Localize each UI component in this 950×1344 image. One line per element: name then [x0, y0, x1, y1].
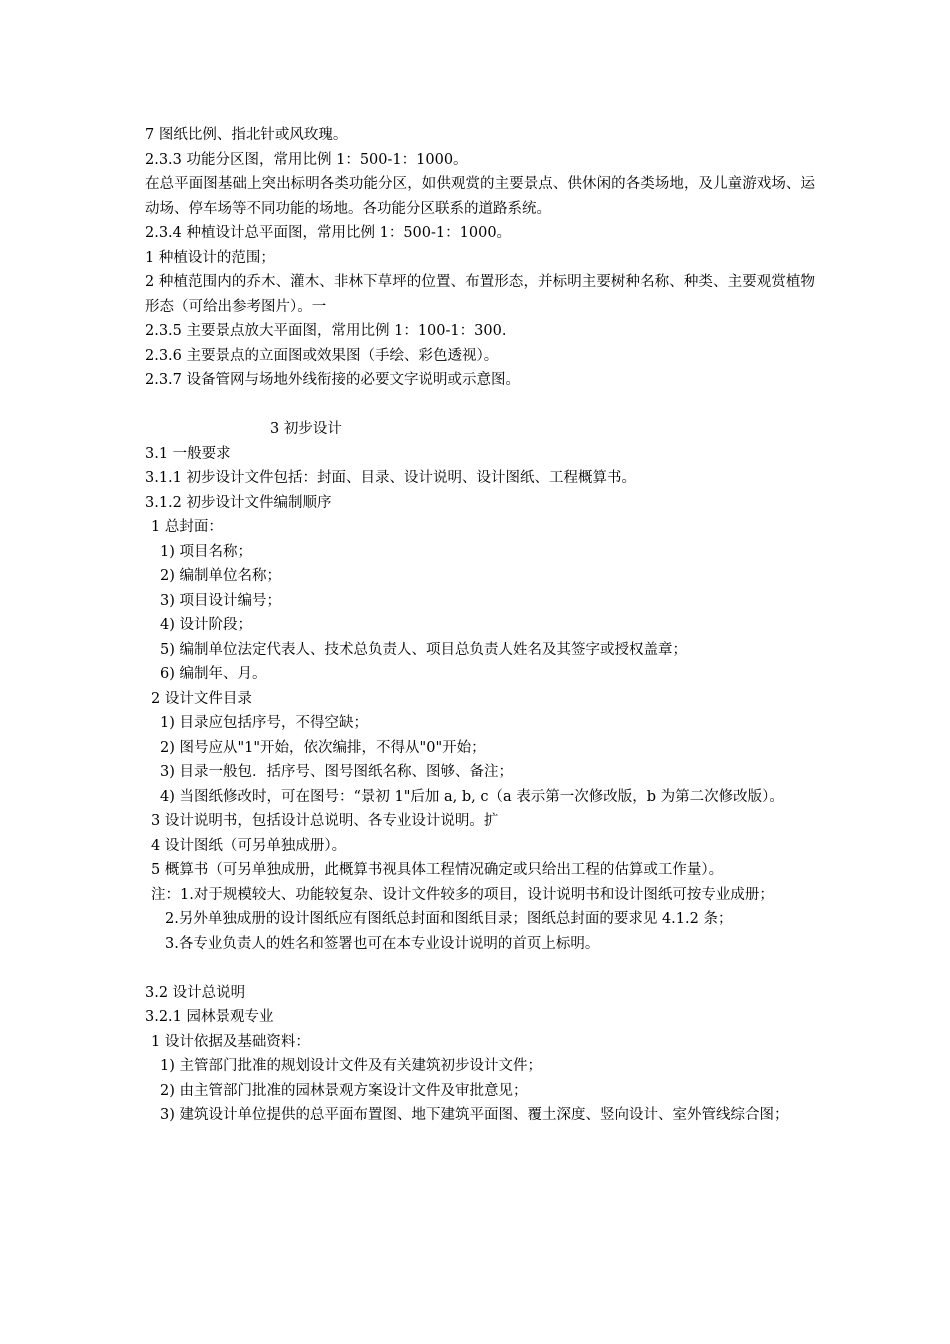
- list-item: 2) 编制单位名称；: [160, 568, 281, 584]
- section-heading-2-3-7: 2.3.7 设备管网与场地外线衔接的必要文字说明或示意图。: [145, 372, 521, 388]
- list-item: 1) 主管部门批准的规划设计文件及有关建筑初步设计文件；: [160, 1058, 542, 1074]
- list-item: 4) 当图纸修改时，可在图号：“景初 1"后加 a, b, c（a 表示第一次修改版，b 为第二次修改版）。: [160, 788, 784, 805]
- list-item: 2) 由主管部门批准的园林景观方案设计文件及审批意见；: [160, 1082, 528, 1099]
- text-line: 7 图纸比例、指北针或风玫瑰。: [145, 127, 348, 143]
- section-heading-3-2: 3.2 设计总说明: [145, 984, 246, 1001]
- note: 2.另外单独成册的设计图纸应有图纸总封面和图纸目录；图纸总封面的要求见 4.1.2 条；: [165, 911, 733, 927]
- section-heading-3-2-1: 3.2.1 园林景观专业: [145, 1009, 274, 1025]
- note: 注：1.对于规模较大、功能较复杂、设计文件较多的项目，设计说明书和设计图纸可按专业成册；: [151, 886, 774, 903]
- list-item: 1) 目录应包括序号，不得空缺；: [160, 715, 368, 731]
- list-item: 3) 目录一般包．括序号、图号图纸名称、图够、备注；: [160, 764, 513, 780]
- list-item: 2) 图号应从"1"开始，依次编排，不得从"0"开始；: [160, 739, 486, 756]
- list-item: 4) 设计阶段；: [160, 617, 252, 633]
- section-heading-3-1-2: 3.1.2 初步设计文件编制顺序: [145, 494, 332, 511]
- list-item: 5) 编制单位法定代表人、技术总负责人、项目总负责人姓名及其签字或授权盖章；: [160, 641, 687, 658]
- section-heading-3-1-1: 3.1.1 初步设计文件包括：封面、目录、设计说明、设计图纸、工程概算书。: [145, 470, 637, 486]
- list-item: 1 设计依据及基础资料：: [151, 1033, 310, 1050]
- paragraph: 在总平面图基础上突出标明各类功能分区，如供观赏的主要景点、供休闲的各类场地，及儿童游戏场、运动场、停车场等不同功能的场地。各功能分区联系的道路系统。: [145, 176, 815, 217]
- blank-line: [145, 956, 815, 981]
- note: 3.各专业负责人的姓名和签署也可在本专业设计说明的首页上标明。: [165, 935, 600, 952]
- list-item: 4 设计图纸（可另单独成册）。: [151, 837, 347, 854]
- list-item: 3) 建筑设计单位提供的总平面布置图、地下建筑平面图、覆土深度、竖向设计、室外管线综合图；: [160, 1107, 789, 1123]
- list-item: 1) 项目名称；: [160, 543, 252, 560]
- list-item: 5 概算书（可另单独成册，此概算书视具体工程情况确定或只给出工程的估算或工作量）。: [151, 862, 724, 878]
- chapter-title: 3 初步设计: [270, 421, 342, 437]
- section-heading-2-3-4: 2.3.4 种植设计总平面图，常用比例 1：500-1：1000。: [145, 225, 512, 241]
- list-item: 2 种植范围内的乔木、灌木、非林下草坪的位置、布置形态，并标明主要树种名称、种类、主要观赏植物形态（可给出参考图片）。一: [145, 274, 815, 315]
- section-heading-2-3-5: 2.3.5 主要景点放大平面图，常用比例 1：100-1：300.: [145, 323, 507, 339]
- list-item: 1 种植设计的范围；: [145, 249, 275, 266]
- document-body: [145, 123, 815, 1128]
- list-item: 3) 项目设计编号；: [160, 592, 281, 609]
- list-item: 6) 编制年、月。: [160, 666, 267, 682]
- section-heading-2-3-6: 2.3.6 主要景点的立面图或效果图（手绘、彩色透视）。: [145, 347, 499, 364]
- list-item: 3 设计说明书，包括设计总说明、各专业设计说明。扩: [151, 813, 499, 829]
- blank-line: [145, 393, 815, 418]
- list-item: 2 设计文件目录: [151, 690, 252, 707]
- section-heading-3-1: 3.1 一般要求: [145, 445, 231, 462]
- list-item: 1 总封面：: [151, 519, 223, 535]
- section-heading-2-3-3: 2.3.3 功能分区图，常用比例 1：500-1：1000。: [145, 151, 468, 168]
